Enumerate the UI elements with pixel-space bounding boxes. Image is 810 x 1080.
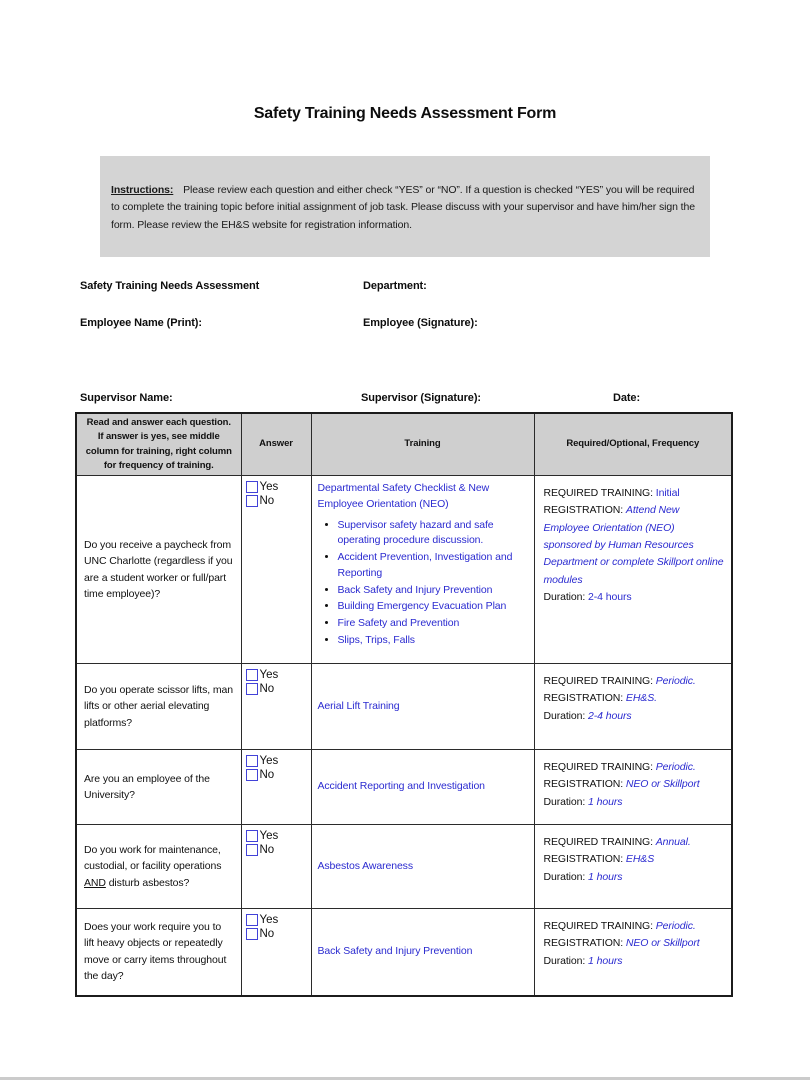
required-training-label: REQUIRED TRAINING: <box>543 761 653 773</box>
question-column-header: Read and answer each question. If answer is yes, see middle column for training, right column for frequency of training. <box>76 413 241 476</box>
training-bullet: • Fire Safety and Prevention <box>338 616 528 632</box>
table-row <box>76 909 732 996</box>
duration-line <box>544 589 726 606</box>
registration-line <box>544 851 726 868</box>
answer-cell <box>241 476 311 664</box>
date-label: Date: <box>613 392 641 404</box>
registration-label: REGISTRATION: <box>543 692 624 705</box>
question-cell: Are you an employee of the University? <box>76 750 241 825</box>
answer-cell <box>241 909 311 996</box>
checkbox-icon[interactable] <box>246 755 258 767</box>
required-training-label: REQUIRED TRAINING: <box>543 675 653 687</box>
answer-cell <box>241 825 311 909</box>
required-training-value: Periodic. <box>655 920 696 932</box>
checkbox-icon[interactable] <box>246 481 258 493</box>
duration-line <box>544 869 726 886</box>
yes-checkbox-option[interactable] <box>246 914 309 926</box>
no-checkbox-option[interactable] <box>246 844 309 856</box>
duration-label: Duration: <box>543 795 586 808</box>
frequency-cell <box>534 476 732 664</box>
required-training-line <box>544 759 726 776</box>
assessment-label: Safety Training Needs Assessment <box>80 280 260 292</box>
training-assessment-table <box>75 412 733 997</box>
answer-cell <box>241 750 311 825</box>
registration-line <box>544 776 726 793</box>
duration-value: 1 hours <box>588 870 623 883</box>
instructions-label: Instructions: <box>111 184 174 196</box>
yes-label: Yes <box>259 830 279 842</box>
page-title: Safety Training Needs Assessment Form <box>253 105 557 122</box>
checkbox-icon[interactable] <box>246 914 258 926</box>
department-label: Department: <box>363 280 427 292</box>
no-label: No <box>259 769 275 781</box>
supervisor-name-label: Supervisor Name: <box>80 392 173 404</box>
instructions-box <box>100 156 710 257</box>
registration-value: NEO or Skillport <box>625 937 700 950</box>
no-checkbox-option[interactable] <box>246 928 309 940</box>
duration-line <box>544 953 726 970</box>
frequency-cell <box>534 909 732 996</box>
duration-label: Duration: <box>543 590 586 603</box>
question-cell: Do you operate scissor lifts, man lifts or other aerial elevating platforms? <box>76 664 241 750</box>
no-label: No <box>259 844 275 856</box>
yes-label: Yes <box>259 481 279 493</box>
no-checkbox-option[interactable] <box>246 495 309 507</box>
registration-value: EH&S. <box>625 692 657 705</box>
question-cell: Do you receive a paycheck from UNC Charlotte (regardless if you are a student worker or full/part time employee)? <box>76 476 241 664</box>
checkbox-icon[interactable] <box>246 769 258 781</box>
yes-label: Yes <box>259 914 279 926</box>
supervisor-signature-label: Supervisor (Signature): <box>361 392 481 404</box>
registration-line <box>544 502 726 589</box>
frequency-cell <box>534 664 732 750</box>
required-training-line <box>544 673 726 690</box>
registration-value: Attend New Employee Orientation (NEO) sponsored by Human Resources Department or complete Skillport online modules <box>543 504 724 586</box>
frequency-cell <box>534 750 732 825</box>
training-bullet-list <box>338 518 528 649</box>
yes-checkbox-option[interactable] <box>246 669 309 681</box>
duration-value: 2-4 hours <box>588 709 632 722</box>
required-training-label: REQUIRED TRAINING: <box>543 836 653 848</box>
duration-value: 1 hours <box>588 954 623 967</box>
table-header-row <box>76 413 732 476</box>
checkbox-icon[interactable] <box>246 683 258 695</box>
checkbox-icon[interactable] <box>246 669 258 681</box>
required-training-value: Periodic. <box>655 761 696 773</box>
question-cell <box>76 825 241 909</box>
no-checkbox-option[interactable] <box>246 683 309 695</box>
registration-value: EH&S <box>625 853 655 866</box>
duration-value: 2-4 hours <box>588 590 632 603</box>
training-bullet: • Slips, Trips, Falls <box>338 633 528 649</box>
no-label: No <box>259 683 275 695</box>
training-title: Departmental Safety Checklist & New Employee Orientation (NEO) <box>317 482 490 510</box>
required-training-line <box>544 918 726 935</box>
duration-line <box>544 794 726 811</box>
employee-name-label: Employee Name (Print): <box>80 317 202 329</box>
training-bullet: • Supervisor safety hazard and safe operating procedure discussion. <box>338 518 528 550</box>
checkbox-icon[interactable] <box>246 830 258 842</box>
instructions-text: Please review each question and either check “YES” or “NO”. If a question is checked “YES” you will be required to complete the training topic before initial assignment of job task. Please discuss with your supervisor and have him/her sign the form. Please review the EH&S website for registration information. <box>111 184 695 231</box>
instructions-paragraph <box>111 182 698 234</box>
training-cell: Accident Reporting and Investigation <box>311 750 534 825</box>
required-training-line <box>544 485 726 502</box>
table-row <box>76 476 732 664</box>
required-training-value: Initial <box>655 487 680 499</box>
checkbox-icon[interactable] <box>246 495 258 507</box>
registration-label: REGISTRATION: <box>543 937 624 950</box>
table-row <box>76 825 732 909</box>
question-emphasis: AND <box>84 876 106 889</box>
required-training-value: Annual. <box>655 836 691 848</box>
yes-checkbox-option[interactable] <box>246 481 309 493</box>
training-cell: Aerial Lift Training <box>311 664 534 750</box>
registration-value: NEO or Skillport <box>625 778 700 791</box>
training-column-header: Training <box>311 413 534 476</box>
yes-checkbox-option[interactable] <box>246 755 309 767</box>
registration-label: REGISTRATION: <box>543 778 624 791</box>
training-bullet: • Accident Prevention, Investigation and Reporting <box>338 550 528 582</box>
training-cell: Back Safety and Injury Prevention <box>311 909 534 996</box>
training-bullet: • Back Safety and Injury Prevention <box>338 583 528 599</box>
duration-line <box>544 708 726 725</box>
answer-column-header: Answer <box>241 413 311 476</box>
frequency-column-header: Required/Optional, Frequency <box>534 413 732 476</box>
training-cell <box>311 476 534 664</box>
training-bullet: • Building Emergency Evacuation Plan <box>338 599 528 615</box>
no-checkbox-option[interactable] <box>246 769 309 781</box>
duration-label: Duration: <box>543 954 586 967</box>
registration-line <box>544 935 726 952</box>
training-cell: Asbestos Awareness <box>311 825 534 909</box>
registration-label: REGISTRATION: <box>543 853 624 866</box>
no-label: No <box>259 495 275 507</box>
required-training-line <box>544 834 726 851</box>
table-row <box>76 750 732 825</box>
registration-label: REGISTRATION: <box>543 504 624 517</box>
question-text: Do you work for maintenance, custodial, or facility operations <box>84 844 222 873</box>
yes-label: Yes <box>259 755 279 767</box>
yes-checkbox-option[interactable] <box>246 830 309 842</box>
question-cell: Does your work require you to lift heavy objects or repeatedly move or carry items throughout the day? <box>76 909 241 996</box>
required-training-label: REQUIRED TRAINING: <box>543 920 653 932</box>
yes-label: Yes <box>259 669 279 681</box>
question-text: disturb asbestos? <box>105 876 190 889</box>
table-row <box>76 664 732 750</box>
checkbox-icon[interactable] <box>246 844 258 856</box>
no-label: No <box>259 928 275 940</box>
duration-value: 1 hours <box>588 795 623 808</box>
required-training-value: Periodic. <box>655 675 696 687</box>
duration-label: Duration: <box>543 709 586 722</box>
answer-cell <box>241 664 311 750</box>
employee-signature-label: Employee (Signature): <box>363 317 478 329</box>
checkbox-icon[interactable] <box>246 928 258 940</box>
duration-label: Duration: <box>543 870 586 883</box>
registration-line <box>544 690 726 707</box>
frequency-cell <box>534 825 732 909</box>
required-training-label: REQUIRED TRAINING: <box>543 487 653 499</box>
